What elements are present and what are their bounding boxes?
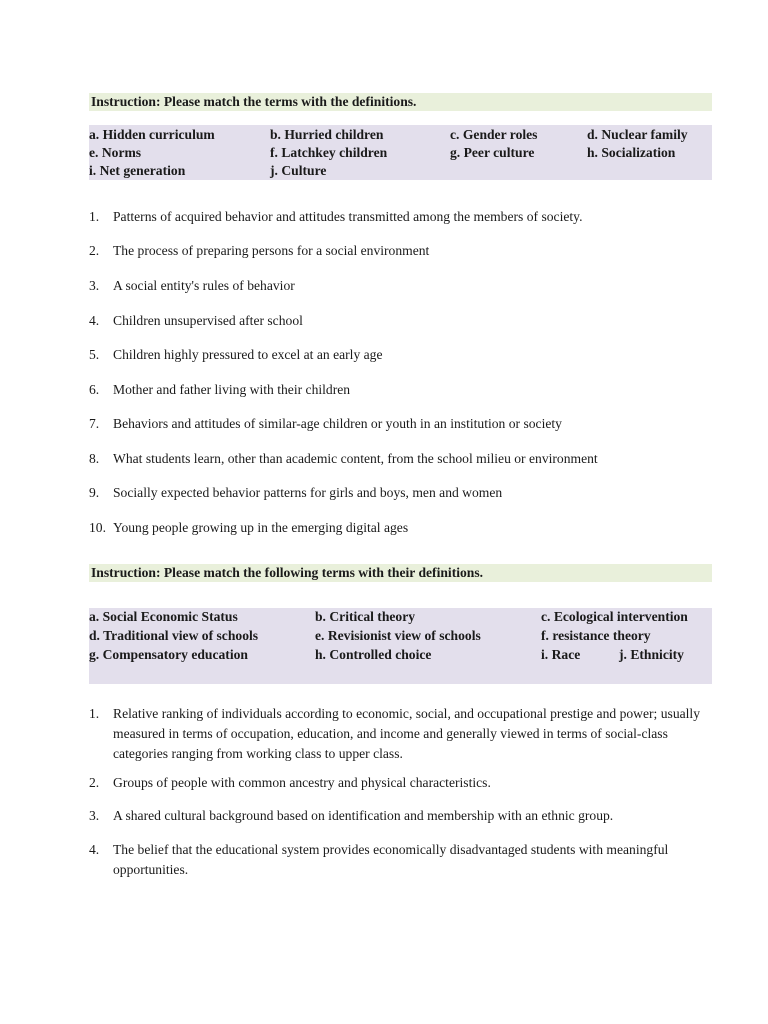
term-f: f. Latchkey children [270, 145, 388, 160]
term-d: d. Traditional view of schools [89, 628, 259, 643]
definition-item: 9. Socially expected behavior patterns for girls and boys, men and women [89, 485, 503, 500]
definition-item: 4. The belief that the educational system provides economically disadvantaged students with meaningful opportunities. [89, 842, 669, 877]
term-i: i. Race [541, 647, 581, 662]
terms-box-1 [89, 125, 712, 180]
term-c: c. Ecological intervention [541, 609, 688, 624]
term-h: h. Socialization [587, 145, 676, 160]
definition-item: 2. Groups of people with common ancestry and physical characteristics. [89, 775, 491, 790]
term-i: i. Net generation [89, 163, 186, 178]
term-b: b. Critical theory [315, 609, 416, 624]
terms-box-2 [89, 608, 712, 684]
definition-item: 7. Behaviors and attitudes of similar-age children or youth in an institution or society [89, 416, 562, 431]
definition-item: 5. Children highly pressured to excel at an early age [89, 347, 383, 362]
term-g: g. Compensatory education [89, 647, 248, 662]
term-c: c. Gender roles [450, 127, 538, 142]
instruction-1: Instruction: Please match the terms with the definitions. [89, 93, 712, 111]
definition-item: 3. A shared cultural background based on identification and membership with an ethnic group. [89, 808, 614, 823]
term-b: b. Hurried children [270, 127, 384, 142]
term-j: j. Ethnicity [619, 647, 684, 662]
term-h: h. Controlled choice [315, 647, 432, 662]
definition-item: 6. Mother and father living with their children [89, 382, 351, 397]
definition-item: 4. Children unsupervised after school [89, 313, 303, 328]
definition-item: 1. Patterns of acquired behavior and attitudes transmitted among the members of society. [89, 209, 583, 224]
instruction-2: Instruction: Please match the following terms with their definitions. [89, 564, 712, 582]
term-e: e. Norms [89, 145, 142, 160]
definition-item: 3. A social entity's rules of behavior [89, 278, 295, 293]
term-e: e. Revisionist view of schools [315, 628, 481, 643]
definition-item: 1. Relative ranking of individuals according to economic, social, and occupational prestige and power; usually measured in terms of occupation, education, and income and generally viewed in terms of social-class categories ranging from working class to upper class. [89, 706, 701, 761]
definition-item: 2. The process of preparing persons for a social environment [89, 243, 430, 258]
term-a: a. Social Economic Status [89, 609, 238, 624]
definition-item: 10. Young people growing up in the emerging digital ages [89, 520, 409, 535]
term-a: a. Hidden curriculum [89, 127, 215, 142]
term-g: g. Peer culture [450, 145, 535, 160]
term-j: j. Culture [270, 163, 327, 178]
term-f: f. resistance theory [541, 628, 651, 643]
definition-item: 8. What students learn, other than academic content, from the school milieu or environment [89, 451, 598, 466]
term-d: d. Nuclear family [587, 127, 688, 142]
